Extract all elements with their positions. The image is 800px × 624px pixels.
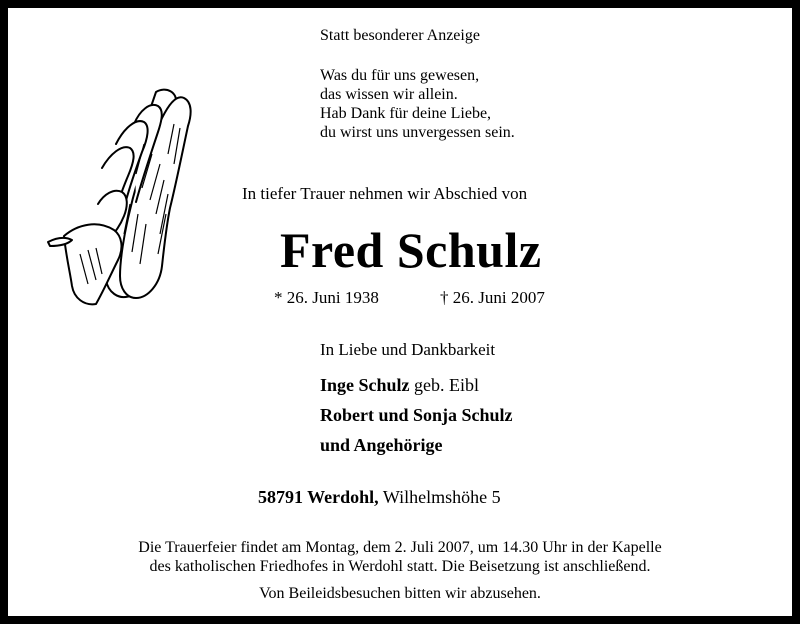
poem-line: du wirst uns unvergessen sein. — [320, 124, 515, 141]
closing-note: Von Beileidsbesuchen bitten wir abzusehen. — [259, 585, 541, 602]
love-line: In Liebe und Dankbarkeit — [320, 340, 496, 359]
intro-text: In tiefer Trauer nehmen wir Abschied von — [242, 184, 528, 203]
funeral-info-line-1: Die Trauerfeier findet am Montag, dem 2. Juli 2007, um 14.30 Uhr in der Kapelle — [138, 539, 662, 556]
poem-line: Was du für uns gewesen, — [320, 67, 480, 84]
death-date: † 26. Juni 2007 — [440, 288, 545, 307]
deceased-name: Fred Schulz — [280, 222, 542, 278]
praying-hands-icon — [44, 84, 194, 310]
address-city: 58791 Werdohl, — [258, 487, 379, 507]
birth-date: * 26. Juni 1938 — [274, 288, 379, 307]
mourner-name: Inge Schulz — [320, 375, 410, 395]
address — [258, 486, 501, 508]
mourner-line-1 — [320, 374, 479, 396]
mourner-maiden-name: geb. Eibl — [409, 375, 480, 395]
address-street: Wilhelmshöhe 5 — [378, 487, 501, 507]
poem-line: Hab Dank für deine Liebe, — [320, 105, 492, 122]
heading: Statt besonderer Anzeige — [320, 27, 480, 44]
mourner-line-3: und Angehörige — [320, 435, 443, 455]
poem-line: das wissen wir allein. — [320, 86, 458, 103]
funeral-info-line-2: des katholischen Friedhofes in Werdohl statt. Die Beisetzung ist anschließend. — [149, 558, 651, 575]
mourner-line-2: Robert und Sonja Schulz — [320, 405, 513, 425]
